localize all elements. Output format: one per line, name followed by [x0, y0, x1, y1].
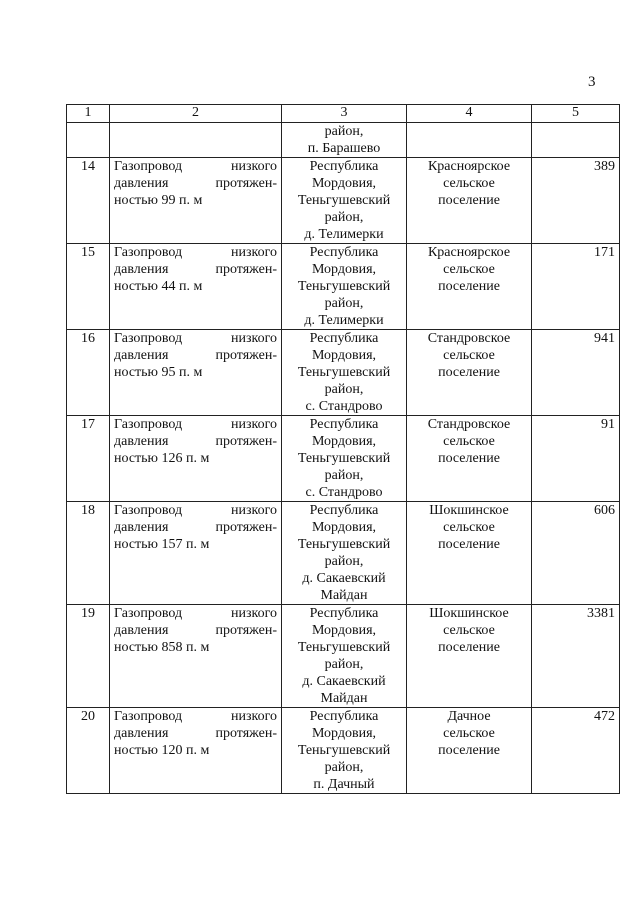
cell-owner — [407, 605, 532, 708]
address-line: Республика — [309, 417, 379, 432]
object-line: ностью 157 п. м — [114, 537, 210, 552]
object-line: ностью 99 п. м — [114, 193, 203, 208]
cell-address — [282, 708, 407, 794]
owner-line: сельское — [443, 520, 495, 535]
cell-object — [110, 502, 282, 605]
owner-line: сельское — [443, 176, 495, 191]
object-line: Газопровод низкого — [114, 606, 277, 621]
cell-num: 18 — [67, 502, 110, 605]
cell-length: 389 — [532, 158, 620, 244]
cell-num: 15 — [67, 244, 110, 330]
owner-line: сельское — [443, 348, 495, 363]
cell-length: 606 — [532, 502, 620, 605]
cell-address — [282, 158, 407, 244]
address-line: Мордовия, — [311, 726, 377, 741]
cell-num: 19 — [67, 605, 110, 708]
address-line: Республика — [309, 709, 379, 724]
address-line: с. Стандрово — [305, 485, 383, 500]
cell-object — [110, 158, 282, 244]
column-header-3: 3 — [282, 105, 407, 123]
table-row — [67, 416, 620, 502]
object-line: давления протяжен- — [114, 262, 277, 277]
object-line: Газопровод низкого — [114, 709, 277, 724]
address-line: д. Сакаевский — [302, 571, 386, 586]
cell-address — [282, 330, 407, 416]
address-line: район, — [324, 382, 364, 397]
address-line: Республика — [309, 245, 379, 260]
address-line: д. Телимерки — [304, 313, 384, 328]
cell-num — [67, 123, 110, 158]
cell-address — [282, 244, 407, 330]
owner-line: Стандровское — [427, 417, 511, 432]
table-row — [67, 708, 620, 794]
owner-line: Красноярское — [427, 245, 511, 260]
cell-owner — [407, 123, 532, 158]
cell-owner — [407, 158, 532, 244]
column-header-5: 5 — [532, 105, 620, 123]
cell-address — [282, 416, 407, 502]
object-line: давления протяжен- — [114, 726, 277, 741]
object-line: Газопровод низкого — [114, 417, 277, 432]
object-line: Газопровод низкого — [114, 159, 277, 174]
cell-owner — [407, 244, 532, 330]
owner-line: сельское — [443, 623, 495, 638]
cell-num: 20 — [67, 708, 110, 794]
owner-line: сельское — [443, 262, 495, 277]
object-line: ностью 858 п. м — [114, 640, 210, 655]
object-line: давления протяжен- — [114, 623, 277, 638]
address-line: Теньгушевский — [297, 451, 391, 466]
cell-num: 14 — [67, 158, 110, 244]
address-line: п. Дачный — [313, 777, 375, 792]
cell-owner — [407, 416, 532, 502]
cell-owner — [407, 330, 532, 416]
object-line: давления протяжен- — [114, 176, 277, 191]
cell-length: 941 — [532, 330, 620, 416]
address-line: Майдан — [320, 691, 368, 706]
table-row — [67, 244, 620, 330]
address-line: Мордовия, — [311, 623, 377, 638]
table-row — [67, 158, 620, 244]
cell-length — [532, 123, 620, 158]
address-line: район, — [324, 468, 364, 483]
cell-address — [282, 502, 407, 605]
owner-line: поселение — [438, 640, 500, 655]
address-line: Теньгушевский — [297, 365, 391, 380]
cell-address — [282, 123, 407, 158]
cell-object — [110, 708, 282, 794]
cell-object — [110, 416, 282, 502]
address-line: район, — [324, 210, 364, 225]
address-line: Мордовия, — [311, 262, 377, 277]
address-line: Майдан — [320, 588, 368, 603]
cell-address — [282, 605, 407, 708]
object-line: ностью 44 п. м — [114, 279, 203, 294]
address-line: Республика — [309, 159, 379, 174]
address-line: район, — [324, 124, 364, 139]
table-row-continuation — [67, 123, 620, 158]
cell-owner — [407, 708, 532, 794]
address-line: с. Стандрово — [305, 399, 383, 414]
owner-line: сельское — [443, 434, 495, 449]
cell-length: 91 — [532, 416, 620, 502]
address-line: Мордовия, — [311, 520, 377, 535]
object-line: ностью 126 п. м — [114, 451, 210, 466]
cell-num: 16 — [67, 330, 110, 416]
object-line: давления протяжен- — [114, 348, 277, 363]
address-line: район, — [324, 657, 364, 672]
address-line: район, — [324, 554, 364, 569]
object-line: давления протяжен- — [114, 520, 277, 535]
cell-length: 3381 — [532, 605, 620, 708]
owner-line: Дачное — [447, 709, 491, 724]
object-line: Газопровод низкого — [114, 331, 277, 346]
cell-object — [110, 123, 282, 158]
owner-line: Шокшинское — [429, 606, 509, 621]
address-line: д. Сакаевский — [302, 674, 386, 689]
table-row — [67, 605, 620, 708]
address-line: район, — [324, 760, 364, 775]
owner-line: поселение — [438, 743, 500, 758]
cell-object — [110, 605, 282, 708]
owner-line: поселение — [438, 537, 500, 552]
page-number: 3 — [588, 74, 596, 90]
column-header-1: 1 — [67, 105, 110, 123]
address-line: Республика — [309, 503, 379, 518]
object-line: ностью 95 п. м — [114, 365, 203, 380]
cell-object — [110, 330, 282, 416]
owner-line: поселение — [438, 451, 500, 466]
address-line: д. Телимерки — [304, 227, 384, 242]
object-line: Газопровод низкого — [114, 245, 277, 260]
cell-length: 472 — [532, 708, 620, 794]
object-line: Газопровод низкого — [114, 503, 277, 518]
cell-owner — [407, 502, 532, 605]
address-line: п. Барашево — [307, 141, 381, 156]
table-row — [67, 330, 620, 416]
object-line: давления протяжен- — [114, 434, 277, 449]
address-line: Республика — [309, 606, 379, 621]
address-line: район, — [324, 296, 364, 311]
owner-line: Стандровское — [427, 331, 511, 346]
owner-line: сельское — [443, 726, 495, 741]
address-line: Мордовия, — [311, 176, 377, 191]
table-row — [67, 502, 620, 605]
owner-line: Красноярское — [427, 159, 511, 174]
address-line: Теньгушевский — [297, 193, 391, 208]
address-line: Мордовия, — [311, 348, 377, 363]
address-line: Мордовия, — [311, 434, 377, 449]
owner-line: поселение — [438, 365, 500, 380]
column-header-4: 4 — [407, 105, 532, 123]
address-line: Теньгушевский — [297, 279, 391, 294]
cell-length: 171 — [532, 244, 620, 330]
address-line: Теньгушевский — [297, 743, 391, 758]
address-line: Теньгушевский — [297, 640, 391, 655]
registry-table — [66, 104, 620, 794]
address-line: Теньгушевский — [297, 537, 391, 552]
owner-line: Шокшинское — [429, 503, 509, 518]
address-line: Республика — [309, 331, 379, 346]
object-line: ностью 120 п. м — [114, 743, 210, 758]
owner-line: поселение — [438, 193, 500, 208]
table-body — [67, 123, 620, 794]
header-row — [67, 105, 620, 123]
column-header-2: 2 — [110, 105, 282, 123]
cell-num: 17 — [67, 416, 110, 502]
cell-object — [110, 244, 282, 330]
owner-line: поселение — [438, 279, 500, 294]
